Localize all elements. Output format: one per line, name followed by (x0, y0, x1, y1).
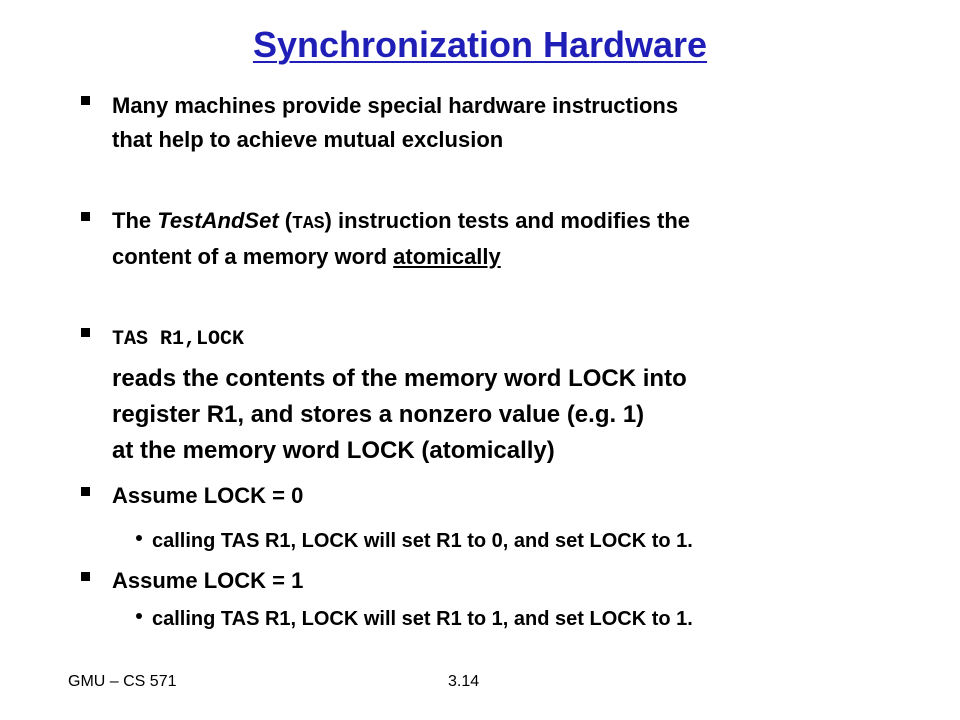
bullet-3-code: TAS R1,LOCK (112, 328, 245, 351)
bullet-2-italic: TestAndSet (157, 208, 279, 233)
bullet-2-post: ) instruction tests and modifies the (324, 208, 690, 233)
bullet-3-line-1: reads the contents of the memory word LOCK into (112, 365, 687, 392)
bullet-1-line-1: Many machines provide special hardware instructions (112, 93, 679, 118)
footer-course: GMU – CS 571 (68, 673, 177, 690)
bullet-2-line-2 (112, 240, 501, 274)
bullet-square-icon (81, 212, 90, 221)
bullet-square-icon (81, 487, 90, 496)
sub-bullet-dot-icon (136, 535, 142, 541)
bullet-4-sub: calling TAS R1, LOCK will set R1 to 0, and set LOCK to 1. (152, 530, 693, 552)
bullet-square-icon (81, 328, 90, 337)
bullet-5-label: Assume LOCK = 1 (112, 568, 304, 593)
bullet-1-line-2: that help to achieve mutual exclusion (112, 127, 504, 152)
bullet-5-sub: calling TAS R1, LOCK will set R1 to 1, and set LOCK to 1. (152, 608, 693, 630)
sub-bullet-dot-icon (136, 613, 142, 619)
bullet-2-code: TAS (292, 214, 325, 234)
footer-page-number: 3.14 (448, 673, 480, 690)
bullet-square-icon (81, 96, 90, 105)
bullet-2-line-1 (112, 204, 690, 241)
bullet-2-line-2-pre: content of a memory word (112, 244, 394, 269)
bullet-square-icon (81, 572, 90, 581)
bullet-3-line-3: at the memory word LOCK (atomically) (112, 437, 555, 464)
bullet-2-paren: ( (278, 208, 293, 233)
bullet-3-line-2: register R1, and stores a nonzero value (e.g. 1) (112, 401, 645, 428)
slide-title: Synchronization Hardware (252, 24, 708, 65)
bullet-2-underlined: atomically (393, 244, 501, 269)
bullet-2-pre: The (112, 208, 158, 233)
bullet-4-label: Assume LOCK = 0 (112, 483, 304, 508)
